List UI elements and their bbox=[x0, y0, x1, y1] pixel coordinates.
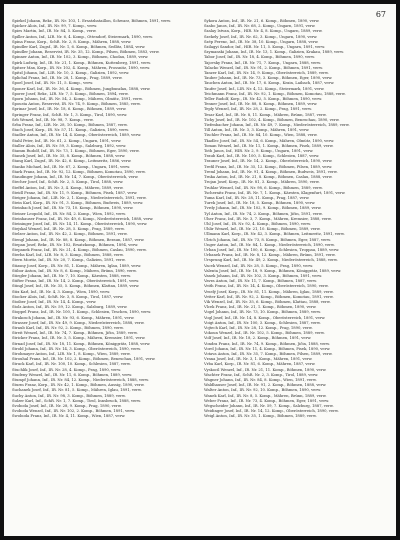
list-entry: Stibor Anton, Inf., IR. Nr. 8, 6. Komp., Mähren, Brünn, 1890, verw. bbox=[12, 267, 137, 273]
list-entry: Walter Anton, Inf., IR. Nr. 92, 10. Komp., Böhmen, 1890, verw. bbox=[204, 387, 322, 393]
list-entry: Teichmann Franz, Inf., IR. Nr. 92, 1. Komp., Böhmen, Komotau, 1888, verw. bbox=[204, 90, 346, 96]
list-entry: Talacko Wenzel, Inf., IR. Nr. 91, 2. Komp., Böhmen, 1891, verw. bbox=[204, 64, 323, 70]
list-entry: Vacek Wenzel, Inf., IR. Nr. 28, 5. Komp., Prag, 1890, verw. bbox=[204, 262, 314, 268]
list-entry: Stoiber Josef, Inf., IR. Nr. 14, 4. Komp., verw. bbox=[12, 298, 97, 304]
list-entry: Ulrich Johann, Inf., IR. Nr. 73, 8. Komp., Böhmen, Eger, 1887, verw. bbox=[204, 236, 331, 242]
list-entry: Trauner Josef, Inf., IR. Nr. 14, 2. Komp., Oberösterreich, 1890, verw. bbox=[204, 158, 333, 164]
list-entry: Wegscheider Johann, Inf., IR. Nr. 59, 7. Komp., Salzburg, 1887, verw. bbox=[204, 403, 334, 409]
list-entry: Votava Anton, Inf., IR. Nr. 35, 7. Komp., Böhmen, Pilsen, 1889, verw. bbox=[204, 351, 333, 356]
list-entry: Sulzer Karl, Inf., SchR. Nr. 1, 7. Komp., Tirol, Innsbruck, 1888, verw. bbox=[12, 397, 141, 403]
list-entry: Spitzer Max, Korp., IR. Nr. 102, 4. Komp., Mähren, Prossnitz, 1890, verw. bbox=[12, 64, 151, 70]
list-entry: Urban Josef, Inf., IR. Nr. 100, 6. Komp., Schlesien, Troppau, 1889, verw. bbox=[204, 246, 340, 252]
list-entry: Strouhal Franz, Inf., IR. Nr. 102, 2. Komp., Böhmen, Beneschau, 1891, verw. bbox=[12, 356, 156, 362]
list-entry: Studeny Wenzel, Inf., IR. Nr. 11, 6. Komp., Böhmen, 1889, verw. bbox=[12, 371, 133, 377]
list-entry: Stiasny Josef, Korp., IR. Nr. 81, 1. Komp., Mähren, Iglau, 1889, verw. bbox=[12, 262, 142, 268]
list-entry: Steinbach Josef, Inf., IR. Nr. 73, 10. Komp., Böhmen, 1890, verw. bbox=[12, 205, 134, 211]
list-entry: Vogl Josef, Inf., IR. Nr. 14, 8. Komp., Oberösterreich, 1891, verw. bbox=[204, 314, 326, 320]
list-entry: Stark Franz, Inf., IR. Nr. 92, 12. Komp., Böhmen, Komotau, 1890, verw. bbox=[12, 168, 146, 174]
list-entry: Volf Josef, Inf., IR. Nr. 18, 2. Komp., Böhmen, 1891, verw. bbox=[204, 335, 312, 341]
list-entry: Spicker Alois, Inf., IR. Nr. 99, 7. Komp., verw. bbox=[12, 23, 98, 29]
list-entry: Tabor Josef, Inf., IR. Nr. 18, 4. Komp., Böhmen, 1890, verw. bbox=[204, 54, 315, 60]
list-entry: Stanko Michael, Inf., IR. Nr. 67, 2. Komp., Ungarn, 1891, verw. bbox=[12, 163, 131, 169]
list-entry: Vorel Johann, Inf., IR. Nr. 11, 4. Komp., Böhmen, Pisek, 1890, verw. bbox=[204, 345, 331, 351]
list-entry: Vondra Franz, Inf., IR. Nr. 74, 9. Komp., Böhmen, Jičin, 1888, verw. bbox=[204, 340, 330, 346]
list-entry: Szymanski Johann, Inf., IR. Nr. 13, 1. Komp., Galizien, Krakau, 1889, verw. bbox=[204, 49, 344, 55]
list-entry: Stamm Rudolf, Inf., IR. Nr. 73, 1. Komp., Böhmen, Eger, 1890, verw. bbox=[12, 148, 140, 154]
list-entry: Spoel Josef, Inf., IR. Nr. 11, 5. Komp., verw. bbox=[12, 80, 94, 86]
list-entry: Tenner Josef, Inf., IR. Nr. 88, 8. Komp., Böhmen, 1889, verw. bbox=[204, 101, 318, 107]
list-entry: Szalay Istvan, Korp., HIR. Nr. 4, 8. Komp., Ungarn, 1889, verw. bbox=[204, 28, 323, 34]
list-entry: Trojan Josef, Korp., IR. Nr. 81, 3. Komp., Mähren, 1890, verw. bbox=[204, 179, 320, 185]
list-entry: Weigl Anton, Inf., IR. Nr. 35, 1. Komp., Böhmen, 1889, verw. bbox=[204, 413, 317, 419]
list-entry: Valenta Josef, Inf., IR. Nr. 18, 9. Komp., Böhmen, Königgrätz, 1889, verw. bbox=[204, 267, 342, 273]
list-entry: Wanek Karl, Inf., IR. Nr. 8, 5. Komp., Mähren, Brünn, 1889, verw. bbox=[204, 392, 327, 398]
list-entry: Uhl Josef, Inf., IR. Nr. 92, 4. Komp., Böhmen, 1890, verw. bbox=[204, 220, 311, 226]
list-entry: Stern Moritz, Inf., IR. Nr. 20, 7. Komp., Galizien, 1891, verw. bbox=[12, 257, 126, 263]
list-entry: Steffel Anton, Inf., IR. Nr. 3, 4. Komp., Mähren, 1889, verw. bbox=[12, 184, 124, 190]
list-entry: Tvrdy Johann, Inf., IR. Nr. 102, 9. Komp., Böhmen, 1889, verw. bbox=[204, 205, 322, 211]
list-entry: Toth Janos, Inf., HIR. Nr. 2, 9. Komp., Ungarn, 1891, verw. bbox=[204, 148, 314, 154]
list-entry: Straub Karl, Inf., IR. Nr. 92, 2. Komp., Böhmen, 1890, verw. bbox=[12, 324, 124, 330]
list-entry: Strasser Josef, Inf., IR. Nr. 49, 9. Komp., Niederösterreich, 1888, verw. bbox=[12, 319, 145, 325]
list-entry: Strnad Josef, Inf., IR. Nr. 18, 11. Komp., Böhmen, Königgrätz, 1888, verw. bbox=[12, 340, 151, 346]
list-entry: Vetter Karl, Inf., IR. Nr. 92, 2. Komp., Böhmen, Komotau, 1891, verw. bbox=[204, 293, 334, 299]
list-entry: Vavra Anton, Inf., IR. Nr. 11, 7. Komp., Böhmen, 1887, verw. bbox=[204, 278, 317, 284]
list-entry: Tesar Karl, Inf., IR. Nr. 8, 11. Komp., Mähren, Brünn, 1887, verw. bbox=[204, 111, 327, 117]
list-entry: Suchy Anton, Inf., IR. Nr. 98, 3. Komp., Böhmen, 1889, verw. bbox=[12, 392, 126, 398]
list-entry: Strobl Johann, Inf., IR. Nr. 14, 3. Komp., Oberösterreich, 1890, verw. bbox=[12, 345, 141, 351]
list-entry: Steidl Franz, Inf., IR. Nr. 11, 9. Komp., Böhmen, Pisek, 1887, verw. bbox=[12, 189, 138, 195]
list-entry: Spindler Karl, Zugsf., IR. Nr. 1, 6. Komp., Böhmen, Sedlitz, 1884, verw. bbox=[12, 44, 146, 50]
list-entry: Stifter Franz, Inf., IR. Nr. 14, 2. Komp., Oberösterreich, 1891, verw. bbox=[12, 278, 140, 284]
list-entry: Springer Franz, Inf., SchR. Nr. 1, 3. Komp., Tirol, 1890, verw. bbox=[12, 111, 128, 117]
list-entry: Teller Rudolf, Korp., IR. Nr. 42, 5. Komp., Böhmen, 1890, verw. bbox=[204, 96, 323, 102]
list-entry: Unger Anton, Inf., IR. Nr. 84, 1. Komp., Niederösterreich, 1890, verw. bbox=[204, 241, 335, 247]
list-entry: Uher Franz, Inf., IR. Nr. 3, 7. Komp., Mähren, Kremsier, 1888, verw. bbox=[204, 215, 332, 221]
list-entry: Szép Ferenc, Inf., IR. Nr. 38, 10. Komp., Ungarn, 1888, verw. bbox=[204, 38, 319, 44]
document-page bbox=[4, 4, 396, 536]
list-entry: Tichy Josef, Inf., IR. Nr. 102, 4. Komp., Böhmen, Beneschau, 1890, verw. bbox=[204, 116, 340, 122]
list-entry: Sturm Franz, Korp., IR. Nr. 42, 1. Komp., Böhmen, Aussig, 1890, verw. bbox=[12, 382, 145, 388]
list-entry: Tiefenbacher Johann, Inf., IR. Nr. 49, 7. Komp., Niederösterreich, 1889, verw. bbox=[204, 122, 350, 128]
list-entry: Vrana Josef, Inf., IR. Nr. 3, 1. Komp., Mähren, 1891, verw. bbox=[204, 356, 313, 362]
list-entry: Stix Karl, Inf., IR. Nr. 4, 3. Komp., Wien, 1890, verw. bbox=[12, 288, 111, 294]
list-entry: Trefil Franz, Inf., IR. Nr. 35, 12. Komp., Böhmen, Pilsen, 1889, verw. bbox=[204, 163, 333, 169]
list-entry: Sprinar Josef, Inf., IR. Nr. 18, 6. Komp., Böhmen, 1889, verw. bbox=[12, 106, 127, 112]
list-entry: Svoboda Josef, Inf., IR. Nr. 28, 9. Komp., Prag, 1890, verw. bbox=[12, 403, 122, 409]
list-entry: Uhlir Wenzel, Inf., IR. Nr. 21, 10. Komp., Böhmen, 1889, verw. bbox=[204, 226, 321, 232]
right-column bbox=[204, 18, 386, 528]
list-entry: Stanek Josef, Inf., IR. Nr. 35, 8. Komp., Böhmen, 1888, verw. bbox=[12, 153, 126, 159]
list-entry: Stepan Josef, Rekr., IR. Nr. 102, Ersatzkomp., Böhmen, 1894, verw. bbox=[12, 241, 139, 247]
list-entry: Stecher Josef, Inf., SchR. Nr. 2, 5. Komp., Tirol, 1888, verw. bbox=[12, 179, 124, 185]
list-entry: Tajovsky Franz, Inf., IR. Nr. 71, 7. Komp., Ungarn, 1888, verw. bbox=[204, 59, 321, 65]
list-entry: Teply Wenzel, Inf., IR. Nr. 28, 2. Komp., Prag, 1891, verw. bbox=[204, 106, 312, 112]
list-entry: Stadler Anton, Inf., IR. Nr. 14, 4. Komp., Oberösterreich, 1889, verw. bbox=[12, 132, 142, 138]
list-entry: Stach Josef, Korp., IR. Nr. 57, 11. Komp., Galizien, 1890, verw. bbox=[12, 127, 129, 133]
list-entry: Till Anton, Inf., IR. Nr. 3, 3. Komp., Mähren, 1891, verw. bbox=[204, 127, 310, 133]
list-entry: Tschernitz Franz, Inf., IR. Nr. 7, 1. Komp., Kärnten, Klagenfurt, 1891, verw. bbox=[204, 189, 346, 195]
list-entry: Taufer Josef, Inf., LIR. Nr. 4, 12. Komp., Steiermark, 1891, verw. bbox=[204, 85, 325, 91]
list-entry: Vyskocil Wenzel, Inf., IR. Nr. 21, 11. Komp., Böhmen, 1890, verw. bbox=[204, 366, 327, 372]
list-entry: Spiekel Johann, Rekr., IR. Nr. 103, 1. Ersatzbataillon, Schwarz, Böhmen, 1891, verw. bbox=[12, 18, 171, 23]
list-entry: Vrba Karl, Korp., IR. Nr. 81, 6. Komp., Mähren, 1887, verw. bbox=[204, 361, 316, 367]
list-entry: Spinner Anton, Inf., IR. Nr. 102, 3. Komp., Böhmen, Chodau, 1889, verw. bbox=[12, 54, 149, 60]
list-entry: Stengl Johann, Inf., IR. Nr. 88, 8. Komp., Böhmen, Beraun, 1887, verw. bbox=[12, 236, 145, 242]
left-column bbox=[12, 18, 194, 528]
list-entry: Szabo Janos, Inf., IR. Nr. 68, 2. Komp., Ungarn, 1891, verw. bbox=[204, 23, 316, 29]
list-entry: Steiger Johann, Inf., LIR. Nr. 2, 1. Komp., Niederösterreich, 1891, verw. bbox=[12, 194, 147, 200]
list-entry: Truhlar Wenzel, Inf., IR. Nr. 98, 6. Komp., Böhmen, 1889, verw. bbox=[204, 184, 323, 190]
list-entry: Waldhauser Josef, Inf., IR. Nr. 91, 2. Komp., Böhmen, 1888, verw. bbox=[204, 382, 327, 388]
list-entry: Stejskal Wenzel, Inf., IR. Nr. 28, 5. Komp., Prag, 1889, verw. bbox=[12, 226, 125, 232]
list-entry: Strohmayer Anton, Inf., LIR. Nr. 1, 8. Komp., Wien, 1889, verw. bbox=[12, 351, 131, 356]
list-entry: Stingl Josef, Inf., IR. Nr. 35, 5. Komp., Böhmen, Klattau, 1889, verw. bbox=[12, 283, 140, 289]
list-entry: Stelzer Anton, Inf., IR. Nr. 42, 2. Komp., Böhmen, 1891, verw. bbox=[12, 231, 128, 237]
page-number: 67 bbox=[375, 10, 386, 19]
list-entry: Traub Karl, Inf., IR. Nr. 100, 5. Komp., Schlesien, 1887, verw. bbox=[204, 153, 320, 159]
list-entry: Stein Karl, Korp., IR. Nr. 91, 3. Komp., Böhmen, Budweis, 1889, verw. bbox=[12, 200, 144, 206]
list-entry: Spies Martin, Inf., IR. Nr. 84, 5. Komp., verw. bbox=[12, 28, 97, 34]
list-entry: Stang Karl, Zugsf., IR. Nr. 42, 6. Komp., Leitmeritz, 1886, verw. bbox=[12, 158, 132, 164]
list-entry: Vanek Johann, Inf., IR. Nr. 102, 3. Komp., Böhmen, 1891, verw. bbox=[204, 272, 323, 278]
list-entry: Staller Alois, Inf., IR. Nr. 59, 3. Komp., Salzburg, 1892, verw. bbox=[12, 142, 127, 148]
list-entry: Vokoun Wenzel, Inf., IR. Nr. 102, 5. Komp., Böhmen, 1889, verw. bbox=[204, 330, 325, 336]
list-entry: Svoboda Wenzel, Inf., IR. Nr. 102, 2. Komp., Böhmen, 1891, verw. bbox=[12, 408, 136, 414]
list-entry: Wachter Franz, Inf., SchR. Nr. 2, 3. Komp., Tirol, 1889, verw. bbox=[204, 371, 319, 377]
list-entry: Spirk Ludwig, Inf., IR. Nr. 21, 1. Komp., Böhmen, Kuttenberg, 1891, verw. bbox=[12, 59, 151, 65]
list-entry: Vlcek Franz, Inf., IR. Nr. 21, 1. Komp., Böhmen, 1890, verw. bbox=[204, 304, 317, 310]
list-entry: Szilagyi Sandor, Inf., HIR. Nr. 11, 5. Komp., Ungarn, 1891, verw. bbox=[204, 44, 325, 50]
list-entry: Spitzl Johann, Inf., LIR. Nr. 10, 2. Komp., Galizien, 1892, verw. bbox=[12, 70, 130, 76]
list-entry: Stricker Franz, Inf., IR. Nr. 3, 5. Komp., Mähren, Kremsier, 1891, verw. bbox=[12, 335, 146, 341]
list-entry: Spina Franz, Korp., SchR. Nr. 2, 8. Komp., Mähren, 1888, verw. bbox=[12, 38, 132, 44]
list-entry: Stahl Peter, Inf., IR. Nr. 61, 2. Komp., Ungarn, 1891, verw. bbox=[12, 137, 122, 143]
list-entry: Ursprung Karl, Inf., IR. Nr. 49, 2. Komp., Niederösterreich, 1888, verw. bbox=[204, 257, 338, 263]
list-entry: Szekely Josef, Inf., IR. Nr. 62, 3. Komp., Ungarn, 1890, verw. bbox=[204, 33, 318, 39]
list-entry: Veselý Josef, Korp., IR. Nr. 81, 11. Komp., Mähren, Iglau, 1889, verw. bbox=[204, 288, 334, 294]
list-entry: Wagner Johann, Inf., IR. Nr. 84, 8. Komp., Wien, 1891, verw. bbox=[204, 377, 317, 383]
list-entry: Tischler Franz, Inf., IR. Nr. 84, 10. Komp., Wien, 1888, verw. bbox=[204, 132, 318, 138]
list-entry: Tauchen Anton, Inf., IR. Nr. 17, 6. Komp., Krain, Laibach, 1887, verw. bbox=[204, 80, 335, 86]
list-entry: Spousta Anton, Reservist, IR. Nr. 74, 9. Komp., Böhmen, 1885, verw. bbox=[12, 101, 141, 107]
list-entry: Vojtech Karl, Inf., IR. Nr. 28, 12. Komp., Prag, 1890, verw. bbox=[204, 324, 313, 330]
list-entry: Stumpf Johann, Inf., IR. Nr. 84, 12. Komp., Niederösterreich, 1888, verw. bbox=[12, 377, 149, 383]
list-entry: Srba Franz, Inf., LIR. Nr. 28, 10. Komp., Böhmen, 1887, verw. bbox=[12, 122, 128, 128]
list-entry: Sterba Karl, Inf., LIR. Nr. 8, 3. Komp., Böhmen, 1888, verw. bbox=[12, 252, 124, 258]
list-entry: Sponer Karl, Inf., IR. Nr. 36, 4. Komp., Böhmen, Jungbunzlau, 1888, verw. bbox=[12, 85, 151, 91]
list-entry: Spiller Anton, Inf., LIR. Nr. 6, 4. Komp., Ottendorf, Steiermark, 1890, verw. bbox=[12, 33, 153, 39]
list-entry: Stiegler Johann, Inf., IR. Nr. 7, 10. Komp., Kärnten, 1888, verw. bbox=[12, 272, 131, 278]
list-entry: Srb Wenzel, Inf., IR. Nr. 98, 7. Komp., verw. bbox=[12, 116, 94, 122]
list-entry: Weber Franz, Inf., IR. Nr. 73, 4. Komp., Böhmen, Eger, 1891, verw. bbox=[204, 397, 330, 403]
list-entry: Steinhauser Franz, Inf., IR. Nr. 49, 6. Komp., Niederösterreich, 1888, verw. bbox=[12, 215, 154, 221]
list-entry: Sporer Josef, Rekr., LIR. Nr. 7, 5. Komp., Böhmen, 1894, verw. bbox=[12, 90, 129, 96]
list-entry: Strakosch Johann, Inf., IR. Nr. 93, 6. Komp., Mähren, 1891, verw. bbox=[12, 314, 135, 320]
list-entry: Ullmann Karl, Korp., IR. Nr. 42, 3. Komp., Böhmen, Leitmeritz, 1891, verw. bbox=[204, 231, 345, 237]
list-entry: Tanzer Karl, Inf., IR. Nr. 14, 9. Komp., Oberösterreich, 1889, verw. bbox=[204, 70, 329, 76]
list-entry: Suchanek Josef, Inf., IR. Nr. 81, 5. Komp., Mähren, Iglau, 1891, verw. bbox=[12, 387, 142, 393]
list-entry: Veith Franz, Inf., IR. Nr. 14, 4. Komp., Oberösterreich, 1890, verw. bbox=[204, 283, 329, 289]
list-entry: Tyl Anton, Inf., IR. Nr. 74, 2. Komp., Böhmen, Jičin, 1891, verw. bbox=[204, 210, 323, 216]
list-entry: Stoppel Franz, Inf., IR. Nr. 100, 1. Komp., Schlesien, Teschen, 1890, verw. bbox=[12, 309, 151, 315]
list-entry: Treml Johann, Inf., IR. Nr. 91, 4. Komp., Böhmen, Budweis, 1891, verw. bbox=[204, 168, 338, 174]
list-entry: Streit Wenzel, Inf., IR. Nr. 74, 7. Komp., Böhmen, Jičin, 1889, verw. bbox=[12, 330, 138, 336]
list-entry: Vik Wenzel, Inf., IR. Nr. 35, 6. Komp., Böhmen, Klattau, 1888, verw. bbox=[204, 298, 331, 304]
list-entry: Sporn Johann, Inf., IR. Nr. 54, 2. Komp., Mähren, Olmütz, 1891, verw. bbox=[12, 96, 143, 102]
list-entry: Struck Karl, Inf., IR. Nr. 100, 10. Komp., Schlesien, 1887, verw. bbox=[12, 361, 131, 367]
list-entry: Stepanek Franz, Inf., IR. Nr. 21, 4. Komp., Böhmen, Caslau, 1890, verw. bbox=[12, 246, 147, 252]
list-entry: Toman Wenzel, Inf., IR. Nr. 11, 1. Komp., Böhmen, Pisek, 1889, verw. bbox=[204, 142, 334, 148]
list-entry: Swoboda Franz, Inf., IR. Nr. 4, 11. Komp., Wien, 1887, verw. bbox=[12, 413, 126, 419]
list-entry: Stuchlik Josef, Inf., IR. Nr. 28, 4. Komp., Prag, 1890, verw. bbox=[12, 366, 121, 372]
list-entry: Steiner Leopold, Inf., IR. Nr. 84, 2. Komp., Wien, 1892, verw. bbox=[12, 210, 126, 216]
list-entry: Tauber Johann, Inf., IR. Nr. 73, 3. Komp., Böhmen, Eger, 1890, verw. bbox=[204, 75, 333, 81]
list-entry: Stocker Alois, Inf., SchR. Nr. 3, 8. Komp., Tirol, 1887, verw. bbox=[12, 293, 124, 299]
list-entry: Steininger Josef, Inf., IR. Nr. 14, 11. Komp., Oberösterreich, 1890, verw. bbox=[12, 220, 148, 226]
list-entry: Turek Josef, Inf., IR. Nr. 18, 5. Komp., Böhmen, 1890, verw. bbox=[204, 200, 316, 206]
list-entry: Staudinger Johann, Inf., IR. Nr. 14, 7. Komp., Oberösterreich, verw. bbox=[12, 174, 139, 180]
list-entry: Tkadlec Josef, Inf., IR. Nr. 54, 6. Komp., Mähren, Olmütz, 1890, verw. bbox=[204, 137, 335, 143]
list-entry: Stolz Anton, Inf., IR. Nr. 59, 12. Komp., Salzburg, 1889, verw. bbox=[12, 304, 128, 310]
list-entry: Tuma Karl, Inf., IR. Nr. 28, 11. Komp., Prag, 1887, verw. bbox=[204, 194, 310, 200]
list-entry: Splichal Franz, Inf., IR. Nr. 28, 1. Komp., Prag, 1889, verw. bbox=[12, 75, 123, 81]
list-entry: Voigt Anton, Inf., IR. Nr. 100, 3. Komp., Schlesien, 1887, verw. bbox=[204, 319, 321, 325]
list-entry: Vogel Johann, Inf., IR. Nr. 73, 10. Komp., Böhmen, 1889, verw. bbox=[204, 309, 321, 315]
list-entry: Sykora Anton, Inf., IR. Nr. 21, 6. Komp., Böhmen, 1890, verw. bbox=[204, 18, 320, 23]
list-entry: Weidinger Josef, Inf., IR. Nr. 14, 12. Komp., Oberösterreich, 1890, verw. bbox=[204, 408, 339, 414]
list-entry: Spindler Johann, Reservist, IR. Nr. 35, 12. Komp., Pilsen, Böhmen, 1883, verw. bbox=[12, 49, 160, 55]
list-entry: Trnka Anton, Inf., IR. Nr. 21, 8. Komp., Böhmen, Caslau, 1888, verw. bbox=[204, 174, 333, 180]
list-entry: Urbanek Franz, Inf., IR. Nr. 8, 12. Komp., Mähren, Brünn, 1891, verw. bbox=[204, 252, 336, 258]
